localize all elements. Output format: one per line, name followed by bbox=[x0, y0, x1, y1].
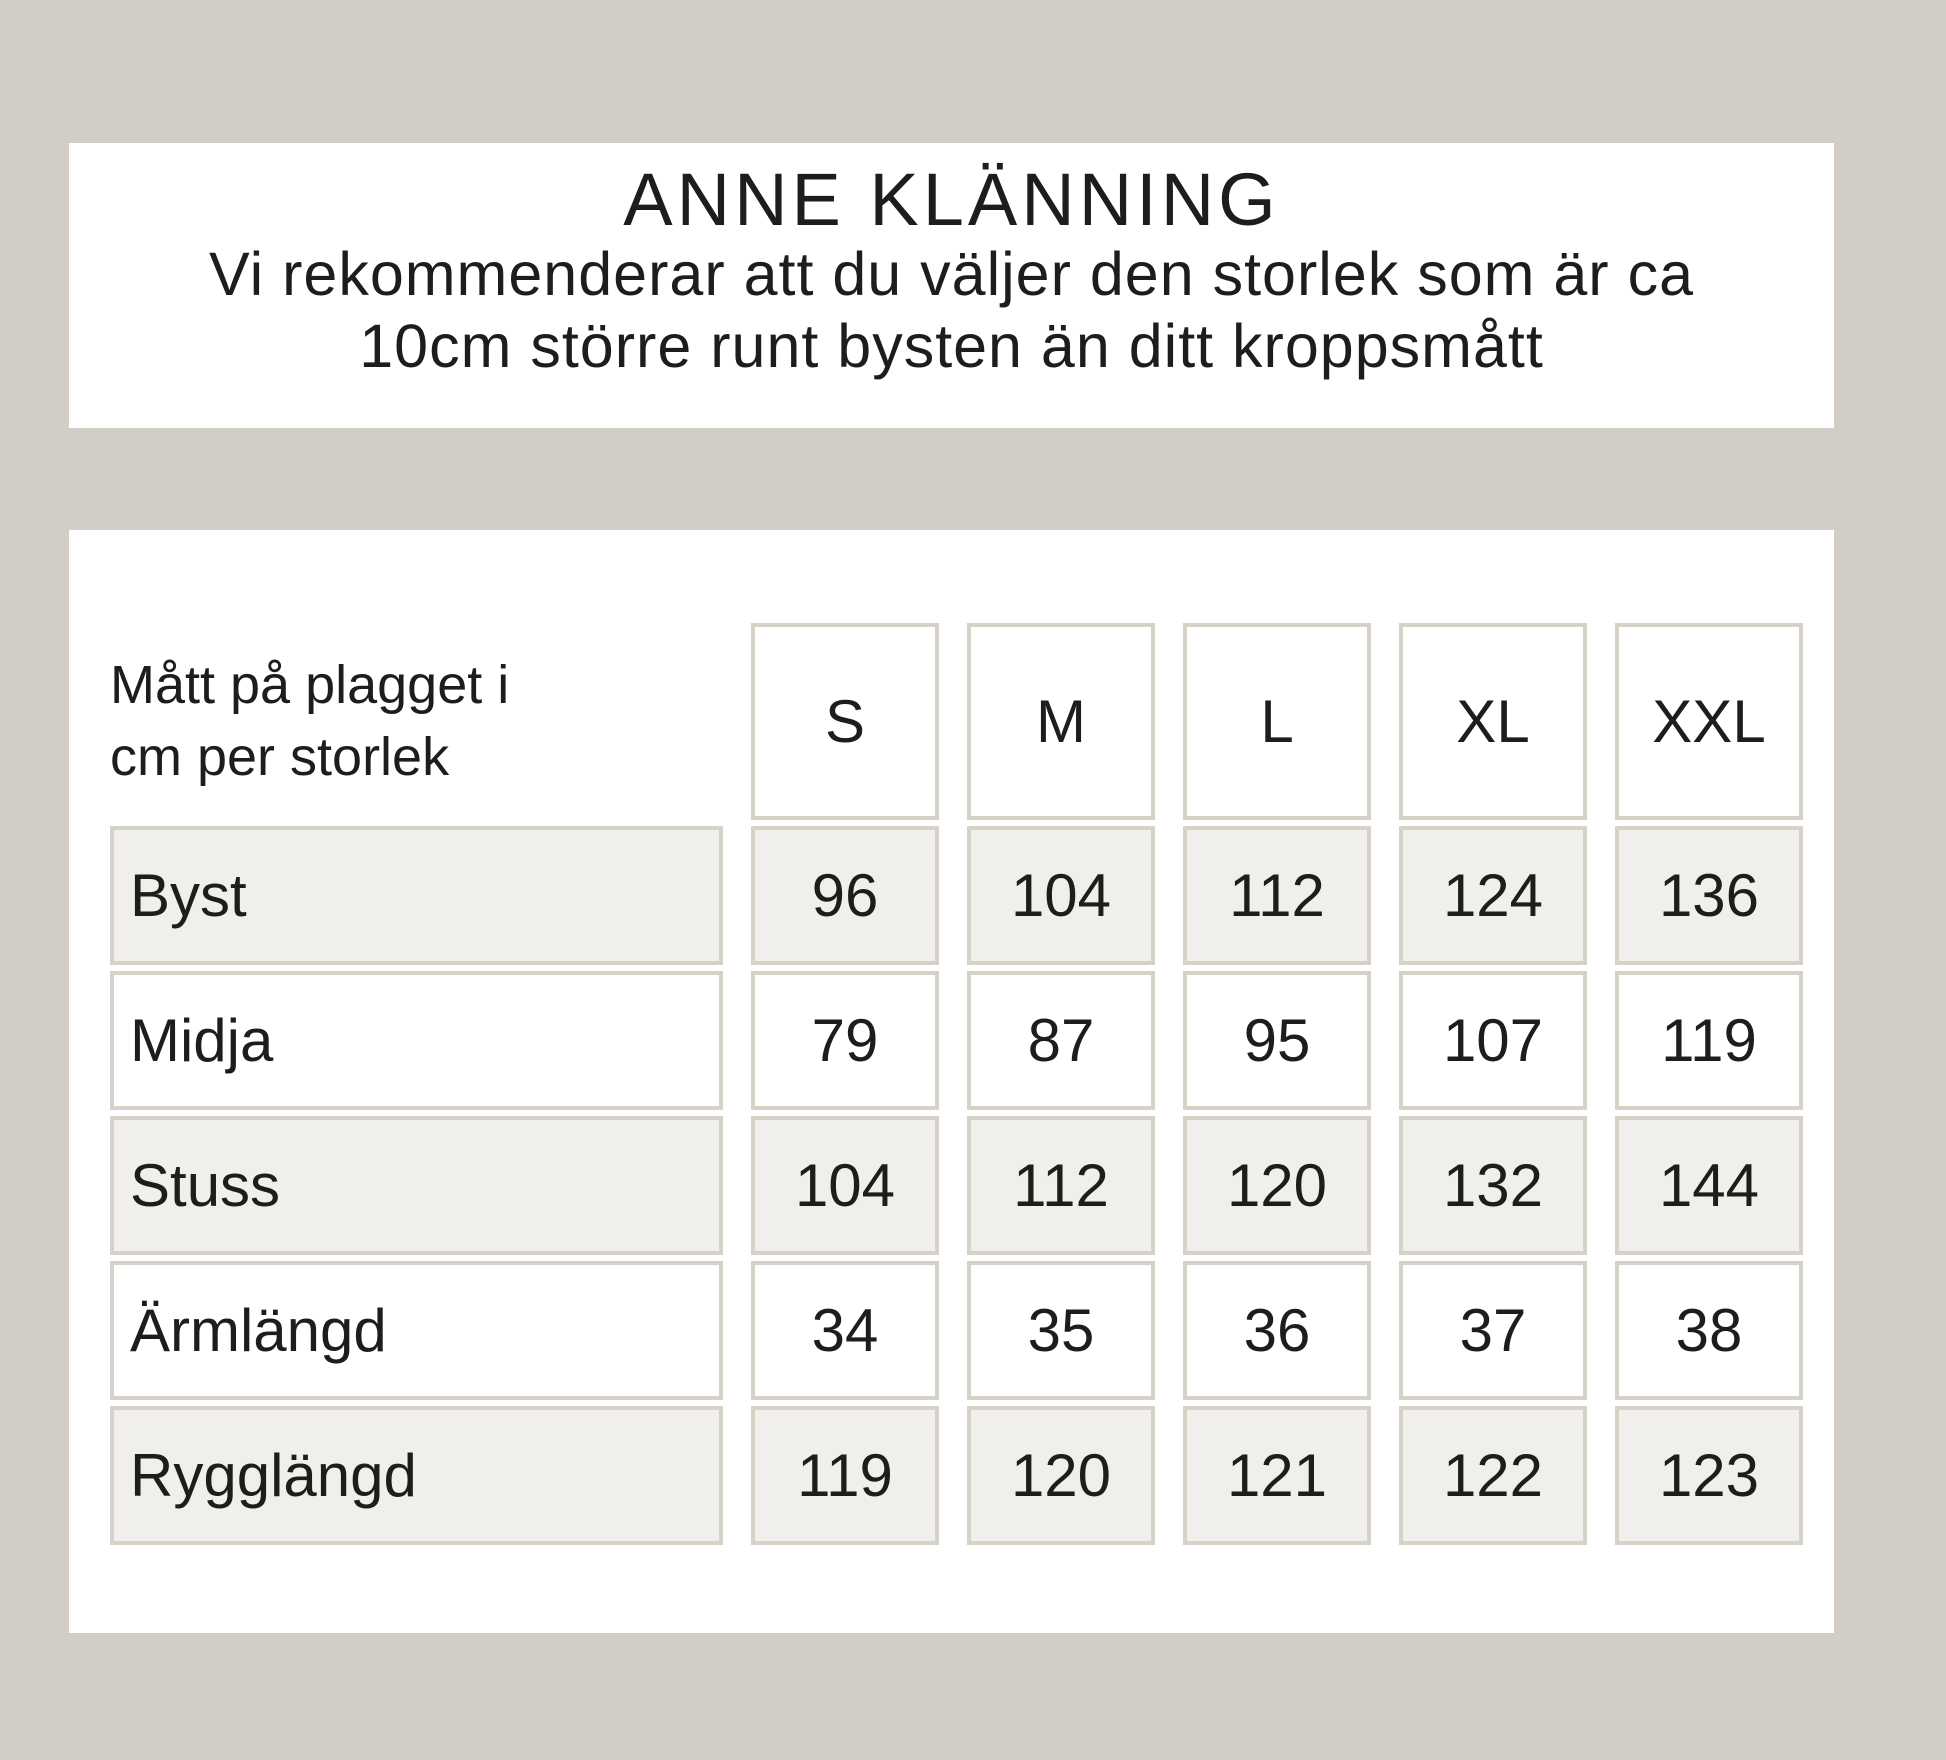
measurement-value-cell: 112 bbox=[1183, 826, 1371, 965]
page-title: ANNE KLÄNNING bbox=[623, 158, 1280, 241]
measurement-value-cell: 120 bbox=[967, 1406, 1155, 1545]
measurement-value-cell: 124 bbox=[1399, 826, 1587, 965]
measurement-value-cell: 119 bbox=[751, 1406, 939, 1545]
size-column-header-m: M bbox=[967, 623, 1155, 820]
header-subtitle-line2: 10cm större runt bysten än ditt kroppsmått bbox=[359, 311, 1544, 380]
measurement-value-cell: 119 bbox=[1615, 971, 1803, 1110]
measurement-value-cell: 136 bbox=[1615, 826, 1803, 965]
size-column-header-l: L bbox=[1183, 623, 1371, 820]
header-subtitle-line1: Vi rekommenderar att du väljer den storlek som är ca bbox=[209, 239, 1694, 308]
measurement-value-cell: 35 bbox=[967, 1261, 1155, 1400]
measurement-value-cell: 34 bbox=[751, 1261, 939, 1400]
measurement-row-label: Midja bbox=[110, 971, 723, 1110]
measurement-value-cell: 144 bbox=[1615, 1116, 1803, 1255]
measurement-value-cell: 79 bbox=[751, 971, 939, 1110]
header-card bbox=[69, 143, 1834, 428]
size-table bbox=[110, 623, 1803, 1545]
measurement-value-cell: 112 bbox=[967, 1116, 1155, 1255]
size-column-header-xxl: XXL bbox=[1615, 623, 1803, 820]
size-table-card bbox=[69, 530, 1834, 1633]
measurement-value-cell: 120 bbox=[1183, 1116, 1371, 1255]
measurement-row-label: Byst bbox=[110, 826, 723, 965]
measurement-value-cell: 107 bbox=[1399, 971, 1587, 1110]
measurement-value-cell: 104 bbox=[751, 1116, 939, 1255]
size-column-header-s: S bbox=[751, 623, 939, 820]
measurement-value-cell: 132 bbox=[1399, 1116, 1587, 1255]
size-column-header-xl: XL bbox=[1399, 623, 1587, 820]
size-table-corner-label: Mått på plagget i cm per storlek bbox=[110, 655, 510, 787]
measurement-value-cell: 87 bbox=[967, 971, 1155, 1110]
measurement-value-cell: 122 bbox=[1399, 1406, 1587, 1545]
measurement-value-cell: 36 bbox=[1183, 1261, 1371, 1400]
measurement-value-cell: 123 bbox=[1615, 1406, 1803, 1545]
measurement-value-cell: 121 bbox=[1183, 1406, 1371, 1545]
measurement-value-cell: 104 bbox=[967, 826, 1155, 965]
measurement-value-cell: 38 bbox=[1615, 1261, 1803, 1400]
measurement-row-label: Stuss bbox=[110, 1116, 723, 1255]
measurement-value-cell: 96 bbox=[751, 826, 939, 965]
measurement-row-label: Ärmlängd bbox=[110, 1261, 723, 1400]
measurement-value-cell: 95 bbox=[1183, 971, 1371, 1110]
measurement-row-label: Rygglängd bbox=[110, 1406, 723, 1545]
measurement-value-cell: 37 bbox=[1399, 1261, 1587, 1400]
